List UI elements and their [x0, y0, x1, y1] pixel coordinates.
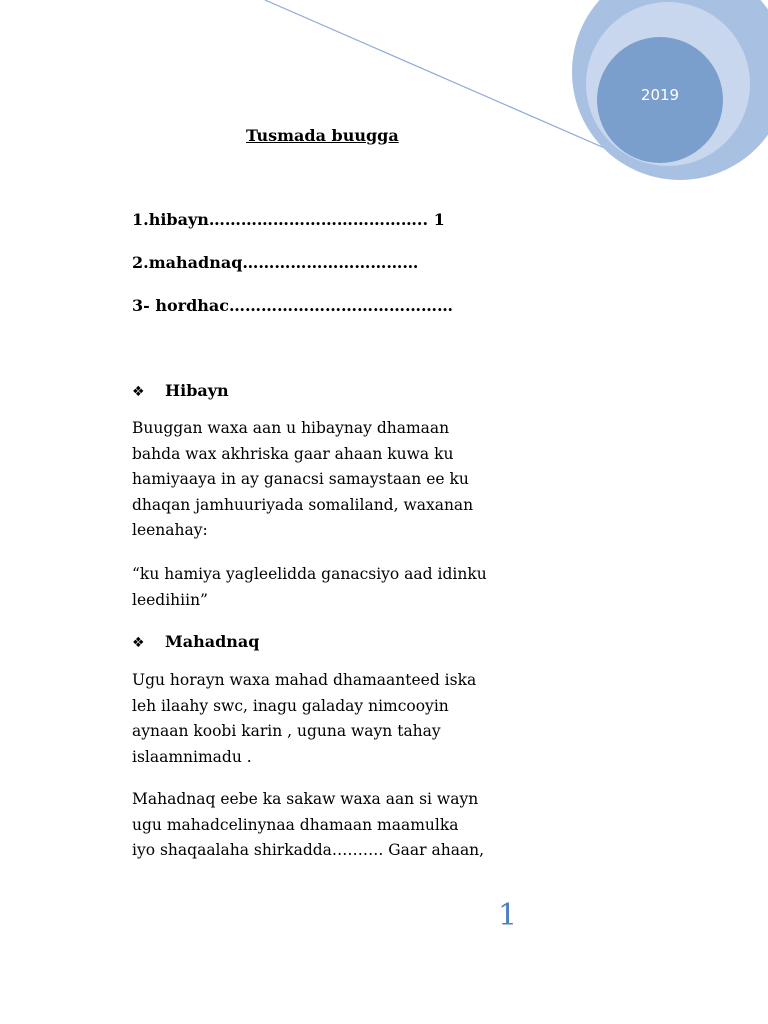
hibayn-quote [132, 562, 552, 613]
text-line: hamiyaaya in ay ganacsi samaystaan ee ku [132, 470, 469, 488]
section-heading-mahadnaq [132, 632, 259, 651]
toc-entry: 3- hordhac…………………………………… [132, 296, 454, 315]
section-heading-hibayn [132, 381, 229, 400]
year-label: 2019 [640, 86, 680, 104]
section-heading-text: Mahadnaq [165, 632, 260, 651]
text-line: ugu mahadcelinynaa dhamaan maamulka [132, 815, 459, 834]
text-line: Mahadnaq eebe ka sakaw waxa aan si wayn [132, 790, 479, 808]
text-line: leh ilaahy swc, inagu galaday nimcooyin [132, 696, 449, 715]
section-heading-text: Hibayn [165, 381, 229, 400]
text-line: islaamnimadu . [132, 747, 252, 766]
text-line: bahda wax akhriska gaar ahaan kuwa ku [132, 444, 454, 463]
mahadnaq-paragraph-2 [132, 787, 542, 864]
toc-list [132, 210, 453, 339]
text-line: dhaqan jamhuuriyada somaliland, waxanan [132, 495, 474, 514]
text-line: “ku hamiya yagleelidda ganacsiyo aad idinku [132, 565, 487, 583]
text-line: Buuggan waxa aan u hibaynay dhamaan [132, 419, 450, 437]
diamond-bullet-icon: ❖ [132, 384, 145, 400]
mahadnaq-paragraph-1 [132, 668, 542, 770]
text-line: aynaan koobi karin , uguna wayn tahay [132, 722, 441, 740]
toc-entry: 2.mahadnaq…………………………… [132, 253, 419, 272]
text-line: leedihiin” [132, 590, 208, 609]
toc-entry: 1.hibayn………………………………….. 1 [132, 210, 445, 229]
text-line: leenahay: [132, 521, 208, 539]
page-number: 1 [498, 898, 518, 933]
text-line: Ugu horayn waxa mahad dhamaanteed iska [132, 671, 477, 689]
text-line: iyo shaqaalaha shirkadda………. Gaar ahaan, [132, 841, 485, 859]
diamond-bullet-icon: ❖ [132, 635, 145, 651]
hibayn-paragraph [132, 416, 542, 544]
toc-title: Tusmada buugga [246, 126, 399, 145]
